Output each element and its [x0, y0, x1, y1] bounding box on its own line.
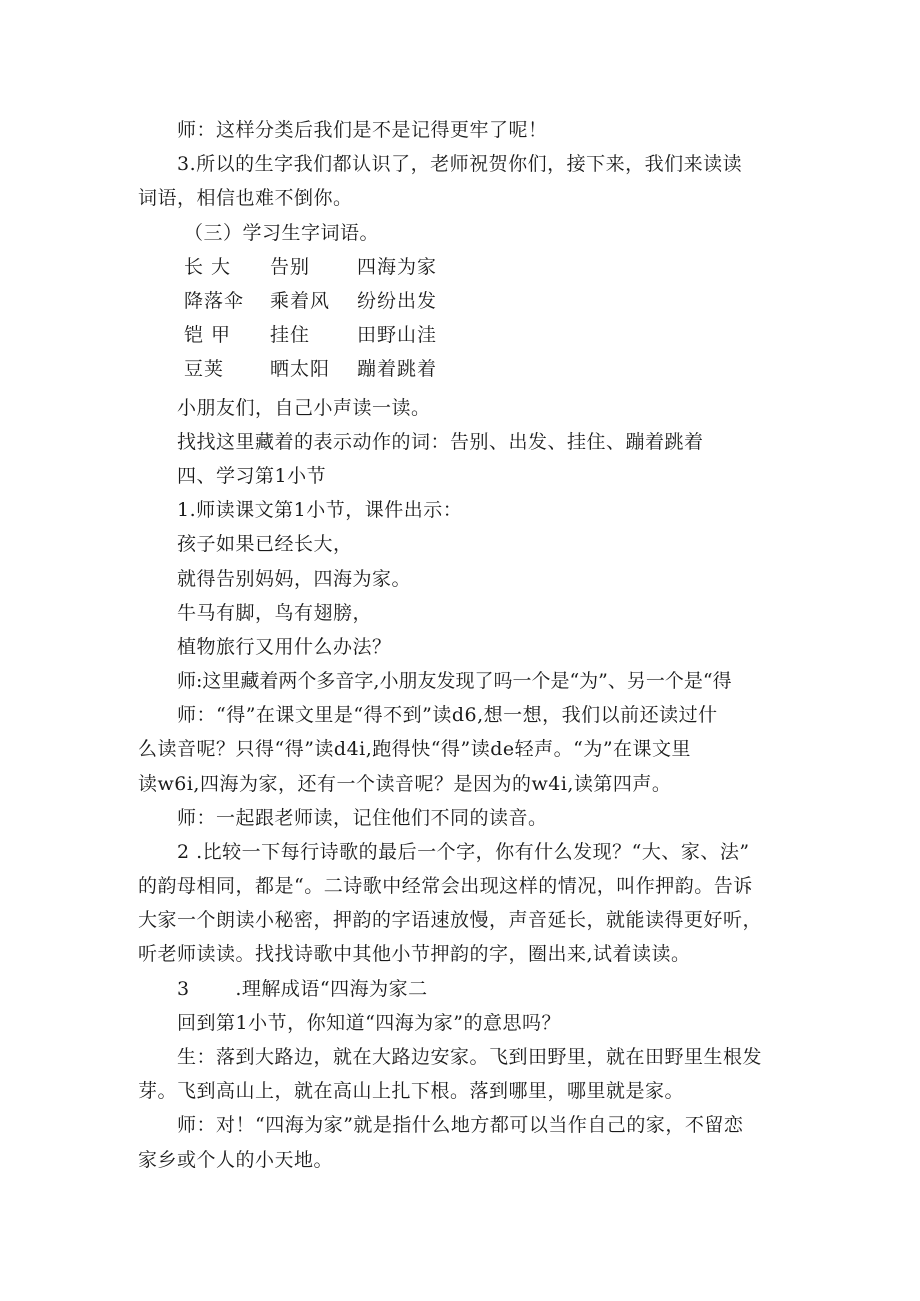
vocab-word: 告别 — [270, 256, 311, 278]
text-line: 2 .比较一下每行诗歌的最后一个字，你有什么发现？“大、家、法” — [177, 841, 750, 863]
vocab-word: 降落伞 — [184, 290, 245, 312]
section-heading: （三）学习生字词语。 — [184, 222, 380, 244]
vocab-word: 晒太阳 — [270, 358, 331, 380]
text-line: 回到第1小节，你知道“四海为家”的意思吗？ — [177, 1012, 562, 1034]
text-line: 词语，相信也难不倒你。 — [138, 187, 353, 209]
vocab-word: 田野山洼 — [357, 324, 438, 346]
text-line: 3 .理解成语“四海为家二 — [177, 978, 428, 1000]
vocab-word: 铠 甲 — [184, 324, 232, 346]
poem-line: 孩子如果已经长大， — [177, 533, 353, 555]
poem-line: 植物旅行又用什么办法？ — [177, 636, 392, 658]
text-line: 师：这样分类后我们是不是记得更牢了呢！ — [177, 119, 548, 141]
vocab-word: 乘着风 — [270, 290, 331, 312]
vocab-word: 纷纷出发 — [357, 290, 438, 312]
text-line: 师：一起跟老师读，记住他们不同的读音。 — [177, 807, 548, 829]
text-line: 的韵母相同，都是“。二诗歌中经常会出现这样的情况，叫作押韵。告诉 — [138, 875, 753, 897]
text-line: 大家一个朗读小秘密，押韵的字语速放慢，声音延长，就能读得更好听， — [138, 909, 763, 931]
text-line: 找找这里藏着的表示动作的词：告别、出发、挂住、蹦着跳着 — [177, 431, 704, 453]
text-line: 读w6i,四海为家，还有一个读音呢？是因为的w4i,读第四声。 — [138, 773, 672, 795]
vocab-word: 长 大 — [184, 256, 232, 278]
vocab-word: 豆荚 — [184, 358, 225, 380]
text-line: 么读音呢？只得“得”读d4i,跑得快“得”读de轻声。“为”在课文里 — [138, 738, 692, 760]
poem-line: 就得告别妈妈，四海为家。 — [177, 568, 412, 590]
text-line: 1.师读课文第1小节，课件出示： — [177, 499, 463, 521]
poem-line: 牛马有脚，鸟有翅膀， — [177, 602, 373, 624]
vocab-word: 蹦着跳着 — [357, 358, 438, 380]
text-line: 生：落到大路边，就在大路边安家。飞到田野里，就在田野里生根发 — [177, 1046, 763, 1068]
text-line: 师:这里藏着两个多音字,小朋友发现了吗一个是“为”、另一个是“得 — [177, 670, 732, 692]
vocab-word: 四海为家 — [357, 256, 438, 278]
text-line: 师：“得”在课文里是“得不到”读d6,想一想，我们以前还读过什 — [177, 704, 718, 726]
text-line: 家乡或个人的小天地。 — [138, 1149, 334, 1171]
text-line: 3.所以的生字我们都认识了，老师祝贺你们，接下来，我们来读读 — [177, 153, 743, 175]
section-heading: 四、学习第1小节 — [177, 465, 327, 487]
text-line: 芽。飞到高山上，就在高山上扎下根。落到哪里，哪里就是家。 — [138, 1080, 685, 1102]
text-line: 小朋友们，自己小声读一读。 — [177, 397, 431, 419]
text-line: 师：对！“四海为家”就是指什么地方都可以当作自己的家，不留恋 — [177, 1114, 744, 1136]
text-line: 听老师读读。找找诗歌中其他小节押韵的字，圈出来,试着读读。 — [138, 943, 691, 965]
vocab-word: 挂住 — [270, 324, 311, 346]
